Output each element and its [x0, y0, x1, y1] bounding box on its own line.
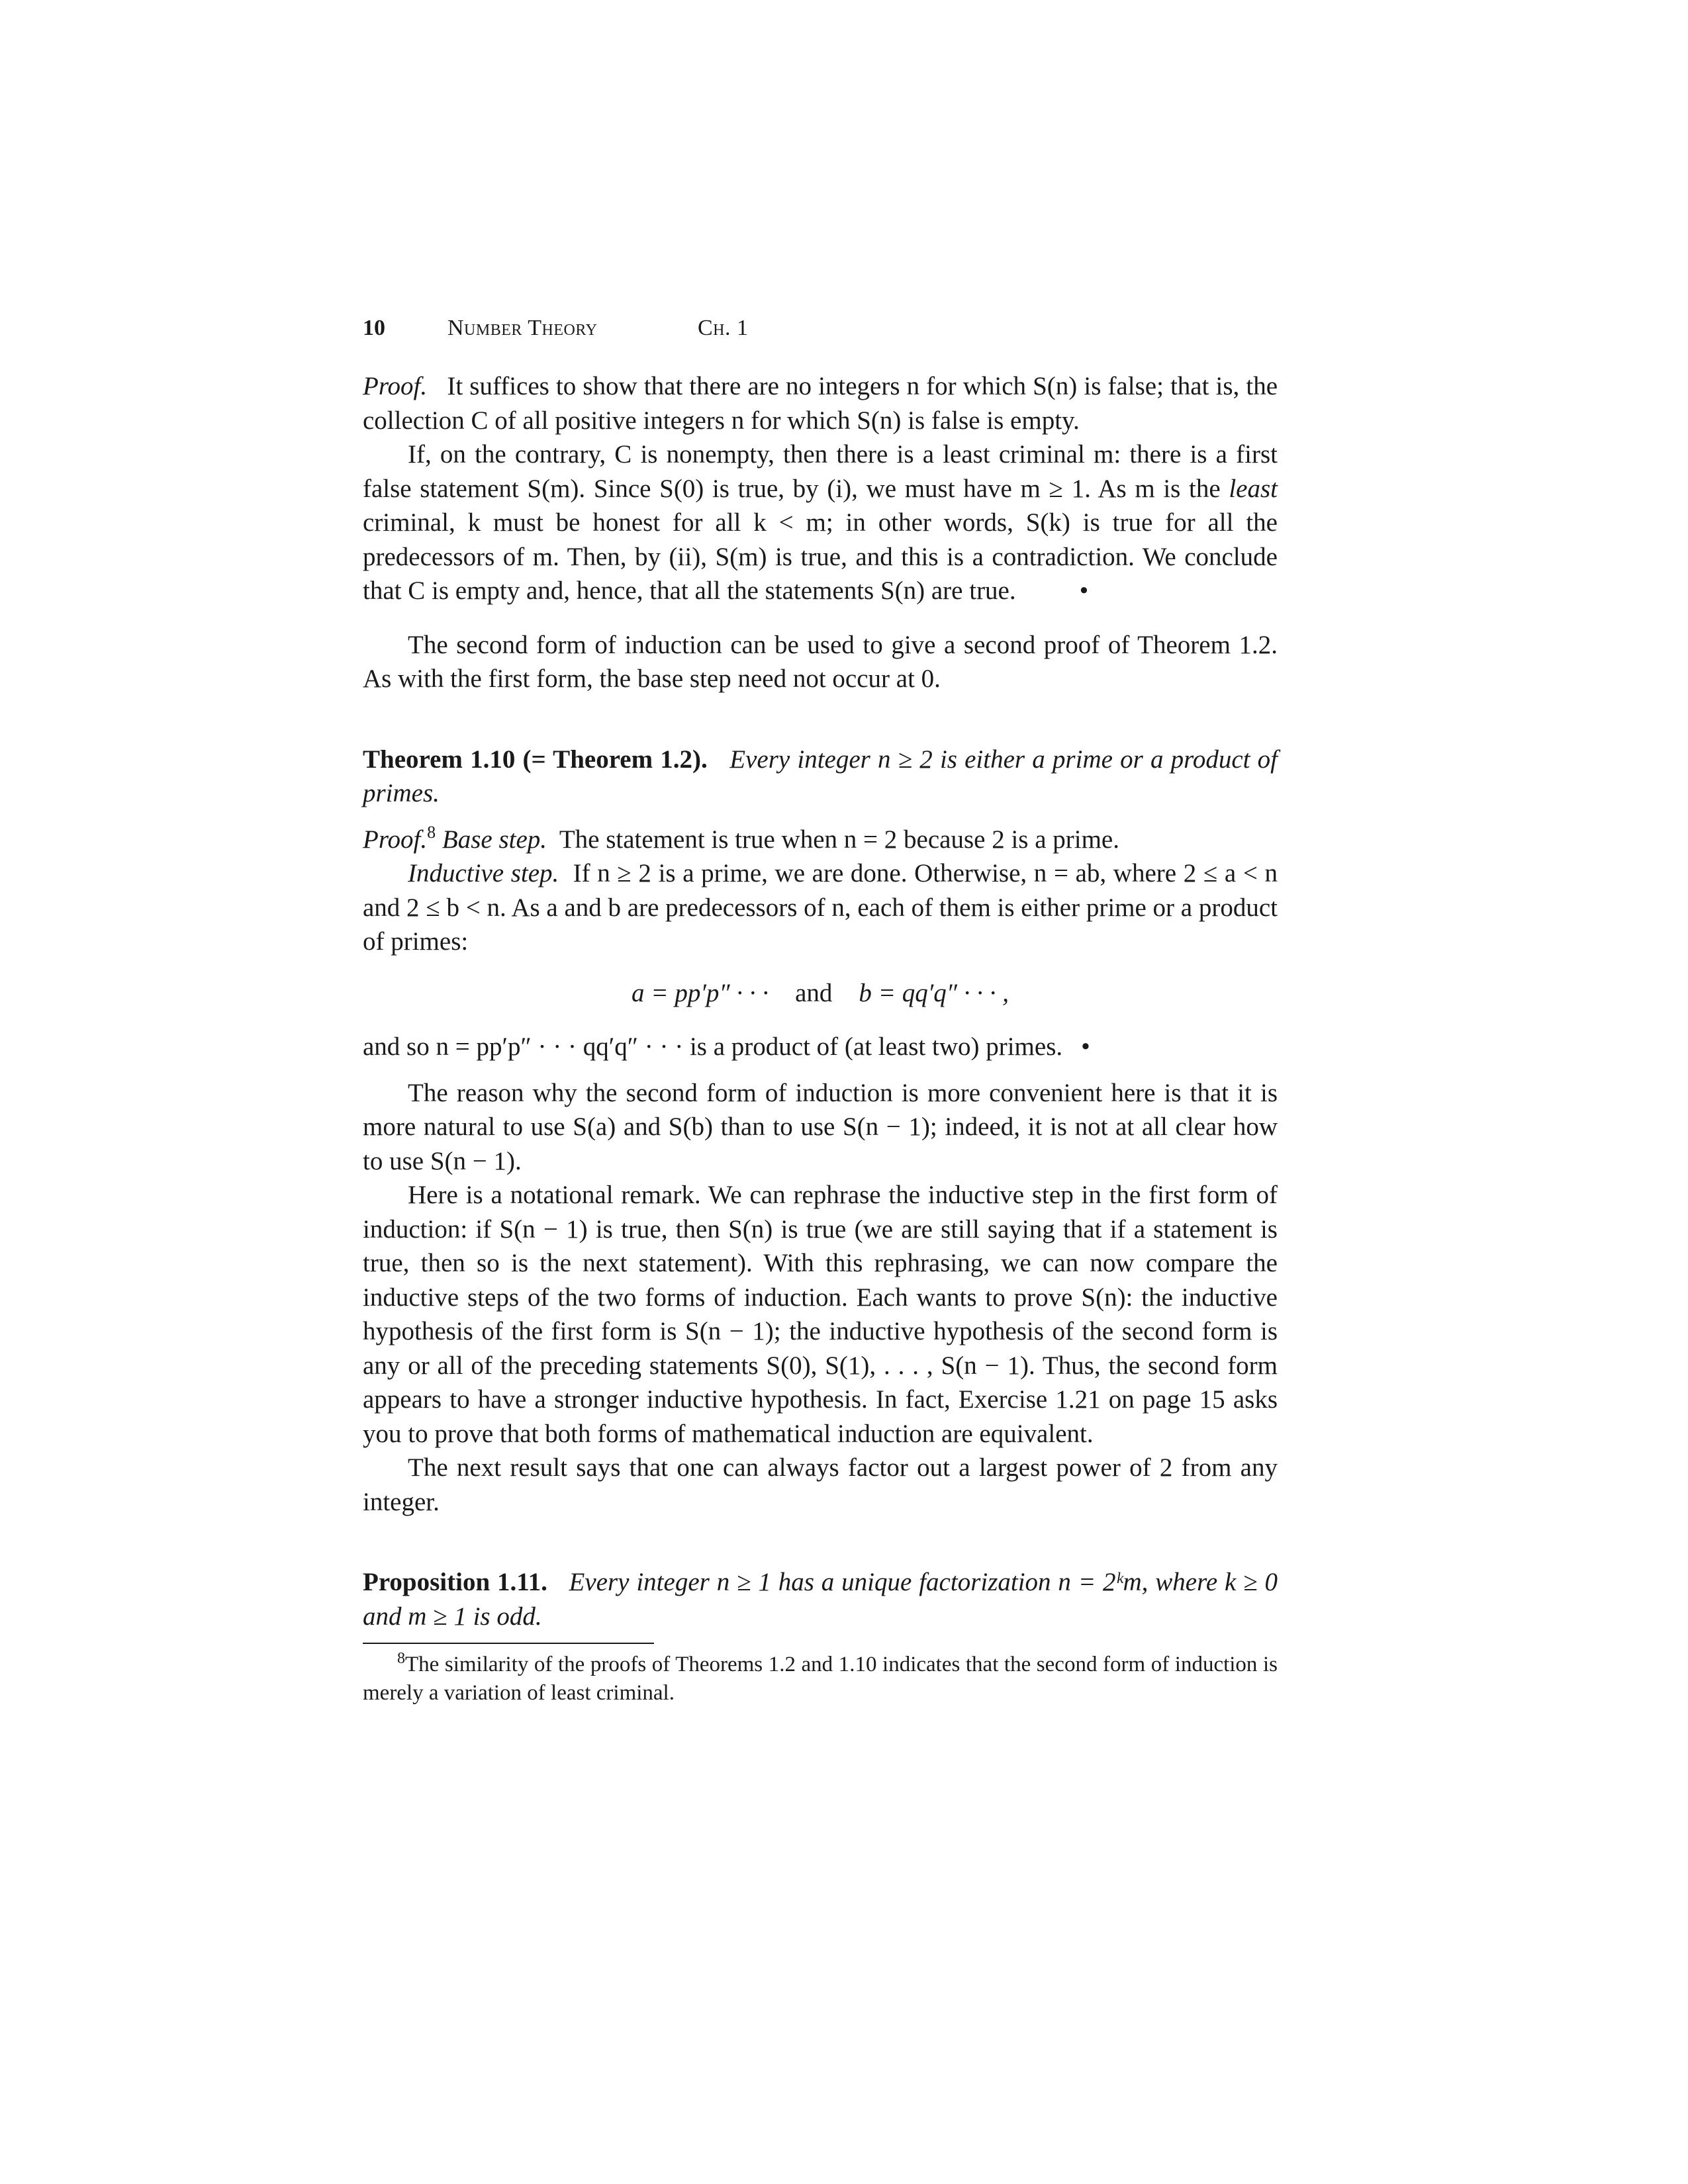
- paragraph-next-result: The next result says that one can always factor out a largest power of 2 from any integer.: [363, 1453, 1278, 1516]
- base-step-label: Base step.: [442, 825, 547, 854]
- page-number: 10: [363, 316, 385, 340]
- proof2-conclusion: [363, 1030, 1278, 1064]
- theorem-statement: Every integer n ≥ 2 is either a prime or a product of primes.: [363, 745, 1278, 807]
- equation-b: b = qq′q″ · · · ,: [859, 978, 1009, 1007]
- proof-text: It suffices to show that there are no integers n for which S(n) is false; that is, the collection C of all positive integers n for which S(n) is false is empty.: [363, 372, 1278, 435]
- proof-label: Proof.: [363, 372, 428, 400]
- footnote-mark: 8: [397, 1650, 405, 1667]
- theorem-label: Theorem 1.10 (= Theorem 1.2).: [363, 745, 708, 774]
- paragraph-second-form: The second form of induction can be used to give a second proof of Theorem 1.2. As with the first form, the base step need not occur at 0.: [363, 630, 1278, 693]
- proposition-1-11: [363, 1565, 1278, 1633]
- equation-a: a = pp′p″ · · ·: [632, 978, 769, 1007]
- proof2-base: [363, 823, 1278, 857]
- proof-paragraph-2: [363, 437, 1278, 608]
- conclusion-text: and so n = pp′p″ · · · qq′q″ · · · is a product of (at least two) primes.: [363, 1032, 1063, 1061]
- inductive-step-label: Inductive step.: [408, 859, 559, 887]
- footnote: [363, 1651, 1278, 1707]
- display-equation: [363, 976, 1278, 1011]
- paragraph-notational-remark: Here is a notational remark. We can rephrase the inductive step in the first form of induction: if S(n − 1) is true, then S(n) is true (we are still saying that if a statement is true, then so is the next statement). With this rephrasing, we can now compare the inductive steps of the two forms of induction. Each wants to prove S(n): the inductive hypothesis of the first form is S(n − 1); the inductive hypothesis of the second form is any or all of the preceding statements S(0), S(1), . . . , S(n − 1). Thus, the second form appears to have a stronger inductive hypothesis. In fact, Exercise 1.21 on page 15 asks you to prove that both forms of mathematical induction are equivalent.: [363, 1181, 1278, 1448]
- theorem-1-10: [363, 743, 1278, 811]
- paragraph-reason: The reason why the second form of induction is more convenient here is that it is more natural to use S(a) and S(b) than to use S(n − 1); indeed, it is not at all clear how to use S(n − 1).: [363, 1078, 1278, 1175]
- footnote-ref: 8: [427, 822, 436, 842]
- page-body: [363, 311, 1278, 1707]
- proposition-statement: Every integer n ≥ 1 has a unique factorization n = 2ᵏm, where k ≥ 0 and m ≥ 1 is odd.: [363, 1568, 1278, 1631]
- proof-text: criminal, k must be honest for all k < m; in other words, S(k) is true for all the predecessors of m. Then, by (ii), S(m) is true, and this is a contradiction. We conclude that C is empty and, hence, that all the statements S(n) are true.: [363, 508, 1278, 605]
- book-title: Number Theory: [447, 316, 598, 340]
- footnote-rule: [363, 1643, 654, 1644]
- proof-paragraph-1: [363, 369, 1278, 437]
- chapter-label: Ch. 1: [698, 316, 749, 340]
- equation-and: and: [795, 978, 833, 1007]
- qed-bullet: •: [1079, 576, 1089, 605]
- proof2-inductive: [363, 856, 1278, 959]
- emphasis-least: least: [1229, 474, 1278, 503]
- proof-label: Proof.: [363, 825, 428, 854]
- inductive-step-text: If n ≥ 2 is a prime, we are done. Otherwise, n = ab, where 2 ≤ a < n and 2 ≤ b < n. As a and b are predecessors of n, each of them is either prime or a product of primes:: [363, 859, 1278, 956]
- running-head: [363, 311, 1278, 345]
- qed-bullet: •: [1081, 1032, 1090, 1061]
- base-step-text: The statement is true when n = 2 because 2 is a prime.: [559, 825, 1119, 854]
- footnote-text: The similarity of the proofs of Theorems 1.2 and 1.10 indicates that the second form of induction is merely a variation of least criminal.: [363, 1653, 1278, 1705]
- proof-text: If, on the contrary, C is nonempty, then there is a least criminal m: there is a first false statement S(m). Since S(0) is true, by (i), we must have m ≥ 1. As m is the: [363, 440, 1278, 503]
- proposition-label: Proposition 1.11.: [363, 1568, 547, 1596]
